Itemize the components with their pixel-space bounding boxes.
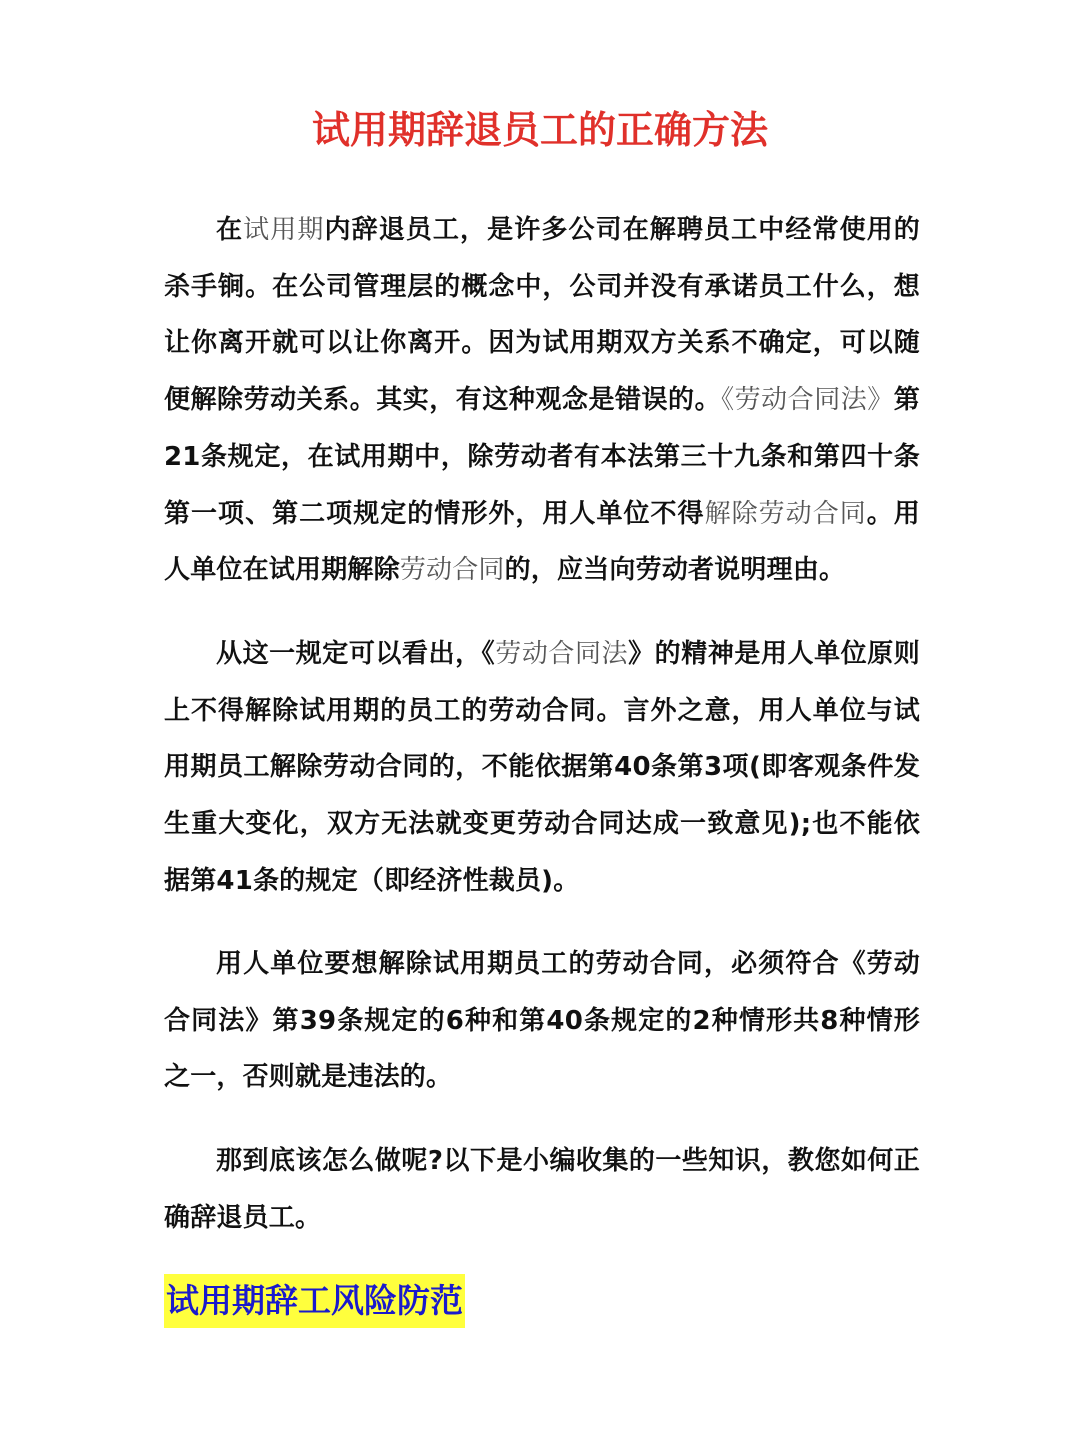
paragraph-2-text-1: 从这一规定可以看出，《 <box>216 639 496 669</box>
paragraph-1-text-4: 。用人单位在试用期解除 <box>164 498 920 586</box>
link-probation-period[interactable]: 试用期 <box>243 215 325 245</box>
section-heading: 试用期辞工风险防范 <box>164 1274 465 1328</box>
link-terminate-labor-contract[interactable]: 解除劳动合同 <box>704 498 867 529</box>
paragraph-1-text-1: 在 <box>216 215 244 245</box>
link-labor-contract-law-2[interactable]: 劳动合同法 <box>495 639 629 669</box>
paragraph-1-text-3: 第21条规定，在试用期中，除劳动者有本法第三十九条和第四十条第一项、第二项规定的情形外，用人单位不得 <box>164 385 920 529</box>
paragraph-1 <box>164 202 920 599</box>
paragraph-2 <box>164 626 920 910</box>
link-labor-contract-law[interactable]: 《劳动合同法》 <box>721 385 894 416</box>
paragraph-4: 那到底该怎么做呢?以下是小编收集的一些知识，教您如何正确辞退员工。 <box>164 1146 920 1233</box>
paragraph-1-text-2: 内辞退员工，是许多公司在解聘员工中经常使用的杀手锏。在公司管理层的概念中，公司并没有承诺员工什么，想让你离开就可以让你离开。因为试用期双方关系不确定，可以随便解除劳动关系。其实，有这种观念是错误的。 <box>164 215 921 416</box>
paragraph-3: 用人单位要想解除试用期员工的劳动合同，必须符合《劳动合同法》第39条规定的6种和第40条规定的2种情形共8种情形之一，否则就是违法的。 <box>164 949 920 1093</box>
paragraph-2-text-2: 》的精神是用人单位原则上不得解除试用期的员工的劳动合同。言外之意，用人单位与试用期员工解除劳动合同的，不能依据第40条第3项(即客观条件发生重大变化，双方无法就变更劳动合同达成一致意见);也不能依据第41条的规定（即经济性裁员)。 <box>164 639 920 896</box>
page-title: 试用期辞退员工的正确方法 <box>311 108 768 152</box>
link-labor-contract[interactable]: 劳动合同 <box>399 555 505 586</box>
paragraph-1-text-5: 的，应当向劳动者说明理由。 <box>504 555 846 586</box>
